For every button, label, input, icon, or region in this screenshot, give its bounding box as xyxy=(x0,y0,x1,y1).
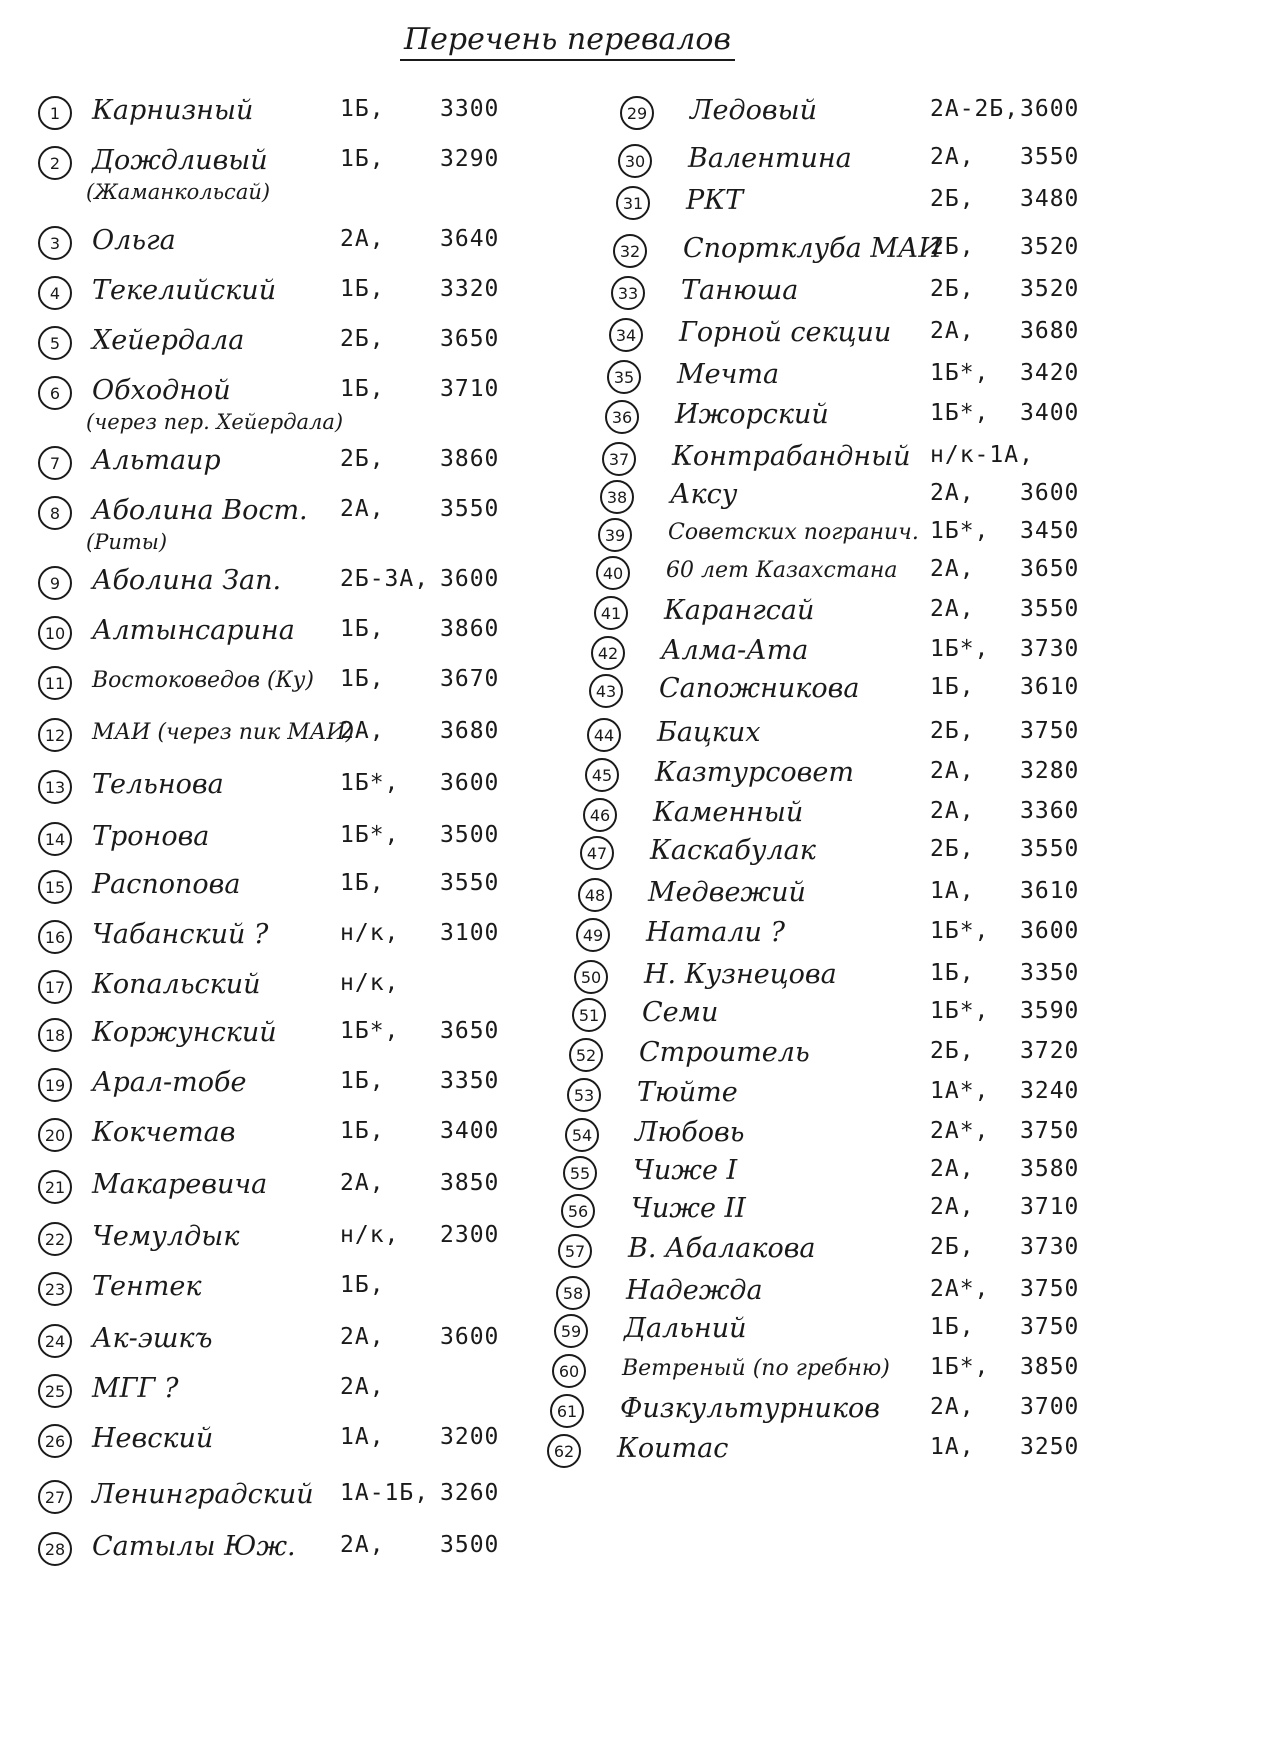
pass-altitude: 3290 xyxy=(440,146,500,172)
pass-number: 29 xyxy=(620,96,654,130)
pass-altitude: 3700 xyxy=(1020,1394,1080,1420)
pass-name: Коитас xyxy=(617,1433,729,1464)
pass-altitude: 3580 xyxy=(1020,1156,1080,1182)
pass-grade: 2Б, xyxy=(340,446,385,472)
pass-name: Макаревича xyxy=(92,1169,268,1200)
pass-name: Тюйте xyxy=(637,1077,738,1108)
pass-altitude: 3600 xyxy=(440,566,500,592)
pass-altitude: 3480 xyxy=(1020,186,1080,212)
pass-altitude: 3600 xyxy=(1020,480,1080,506)
pass-grade: 1Б, xyxy=(340,146,385,172)
pass-grade: 1А, xyxy=(340,1424,385,1450)
pass-name: Ветреный (по гребню) xyxy=(622,1356,890,1381)
pass-name: Аболина Вост. xyxy=(92,495,308,526)
pass-name: Карнизный xyxy=(92,95,254,126)
pass-altitude: 3520 xyxy=(1020,234,1080,260)
pass-number: 11 xyxy=(38,666,72,700)
pass-name: Сатылы Юж. xyxy=(92,1531,296,1562)
pass-altitude: 3400 xyxy=(1020,400,1080,426)
pass-name: Востоковедов (Ку) xyxy=(92,668,314,693)
pass-grade: 1Б, xyxy=(930,960,975,986)
pass-number: 5 xyxy=(38,326,72,360)
pass-altitude: 3350 xyxy=(440,1068,500,1094)
pass-grade: 1Б, xyxy=(930,674,975,700)
pass-altitude: 3450 xyxy=(1020,518,1080,544)
pass-entry xyxy=(0,182,1265,228)
pass-name: Сапожникова xyxy=(659,673,860,704)
pass-altitude: 3680 xyxy=(1020,318,1080,344)
pass-grade: 2А, xyxy=(340,496,385,522)
pass-number: 55 xyxy=(563,1156,597,1190)
pass-number: 37 xyxy=(602,442,636,476)
pass-name: Чемулдык xyxy=(92,1221,240,1252)
pass-grade: 1Б, xyxy=(340,96,385,122)
pass-altitude: 3860 xyxy=(440,616,500,642)
pass-grade: 2А, xyxy=(930,798,975,824)
pass-grade: 2А, xyxy=(340,718,385,744)
pass-number: 54 xyxy=(565,1118,599,1152)
pass-altitude: 3600 xyxy=(440,1324,500,1350)
pass-number: 13 xyxy=(38,770,72,804)
pass-name: РКТ xyxy=(686,185,744,216)
pass-grade: 2А*, xyxy=(930,1118,990,1144)
pass-number: 38 xyxy=(600,480,634,514)
pass-altitude: 3420 xyxy=(1020,360,1080,386)
pass-name: Аболина Зап. xyxy=(92,565,282,596)
pass-name: Физкультурников xyxy=(620,1393,881,1424)
pass-name: Дальний xyxy=(624,1313,747,1344)
pass-number: 15 xyxy=(38,870,72,904)
pass-number: 14 xyxy=(38,822,72,856)
page-title: Перечень перевалов xyxy=(400,22,735,61)
pass-name: Алма-Ата xyxy=(661,635,809,666)
pass-altitude: 3500 xyxy=(440,1532,500,1558)
pass-number: 27 xyxy=(38,1480,72,1514)
pass-grade: 1Б, xyxy=(340,1068,385,1094)
pass-name: Дождливый xyxy=(92,145,268,176)
pass-grade: 2А, xyxy=(930,1394,975,1420)
pass-grade: 2Б, xyxy=(930,234,975,260)
pass-number: 18 xyxy=(38,1018,72,1052)
pass-altitude: 3850 xyxy=(440,1170,500,1196)
pass-entry xyxy=(0,314,1265,360)
pass-grade: 2А, xyxy=(930,596,975,622)
pass-name: Бацких xyxy=(657,717,761,748)
pass-grade: 2Б-3А, xyxy=(340,566,430,592)
pass-altitude: 3750 xyxy=(1020,1276,1080,1302)
pass-grade: 1Б*, xyxy=(930,400,990,426)
pass-grade: 1Б, xyxy=(340,1272,385,1298)
pass-altitude: 3710 xyxy=(1020,1194,1080,1220)
pass-grade: 1Б, xyxy=(340,276,385,302)
pass-name: Тронова xyxy=(92,821,210,852)
pass-grade: 2Б, xyxy=(930,1038,975,1064)
pass-name: Обходной xyxy=(92,375,231,406)
pass-number: 20 xyxy=(38,1118,72,1152)
pass-number: 17 xyxy=(38,970,72,1004)
pass-entry xyxy=(0,140,1265,186)
pass-number: 30 xyxy=(618,144,652,178)
pass-grade: н/к, xyxy=(340,1222,400,1248)
pass-number: 10 xyxy=(38,616,72,650)
pass-altitude: 3600 xyxy=(1020,918,1080,944)
pass-name: МГГ ? xyxy=(92,1373,179,1404)
pass-name: МАИ (через пик МАИ) xyxy=(92,720,355,745)
pass-grade: 2А, xyxy=(930,144,975,170)
pass-altitude: 3550 xyxy=(1020,596,1080,622)
pass-altitude: 3400 xyxy=(440,1118,500,1144)
pass-altitude: 3520 xyxy=(1020,276,1080,302)
pass-altitude: 3550 xyxy=(1020,144,1080,170)
pass-altitude: 3640 xyxy=(440,226,500,252)
pass-name: Казтурсовет xyxy=(655,757,854,788)
pass-name: Семи xyxy=(642,997,719,1028)
pass-name: Арал-тобе xyxy=(92,1067,247,1098)
pass-grade: 1А, xyxy=(930,1434,975,1460)
pass-number: 16 xyxy=(38,920,72,954)
pass-number: 24 xyxy=(38,1324,72,1358)
pass-number: 12 xyxy=(38,718,72,752)
pass-grade: 2А-2Б, xyxy=(930,96,1020,122)
pass-grade: 1Б, xyxy=(340,616,385,642)
pass-entry xyxy=(0,1528,1265,1574)
pass-name: Невский xyxy=(92,1423,214,1454)
pass-altitude: 3750 xyxy=(1020,1118,1080,1144)
pass-altitude: 3850 xyxy=(1020,1354,1080,1380)
pass-altitude: 3350 xyxy=(1020,960,1080,986)
pass-grade: 2А, xyxy=(930,480,975,506)
pass-name: Надежда xyxy=(626,1275,763,1306)
pass-number: 53 xyxy=(567,1078,601,1112)
pass-entry xyxy=(0,914,1265,960)
pass-grade: 2А, xyxy=(340,1374,385,1400)
pass-altitude: 3280 xyxy=(1020,758,1080,784)
pass-grade: 2Б, xyxy=(930,1234,975,1260)
pass-number: 2 xyxy=(38,146,72,180)
pass-number: 58 xyxy=(556,1276,590,1310)
pass-name: Горной секции xyxy=(679,317,892,348)
pass-name: Хейердала xyxy=(92,325,245,356)
pass-grade: н/к, xyxy=(340,970,400,996)
pass-name: Каскабулак xyxy=(650,835,816,866)
pass-name: Валентина xyxy=(688,143,852,174)
pass-altitude: 3750 xyxy=(1020,718,1080,744)
pass-altitude: 2300 xyxy=(440,1222,500,1248)
pass-grade: 2А, xyxy=(340,226,385,252)
pass-number: 4 xyxy=(38,276,72,310)
pass-grade: 2А*, xyxy=(930,1276,990,1302)
pass-number: 34 xyxy=(609,318,643,352)
pass-altitude: 3550 xyxy=(440,496,500,522)
pass-name: Тельнова xyxy=(92,769,224,800)
pass-number: 22 xyxy=(38,1222,72,1256)
pass-altitude: 3260 xyxy=(440,1480,500,1506)
pass-number: 45 xyxy=(585,758,619,792)
pass-name: Контрабандный xyxy=(672,441,911,472)
pass-number: 25 xyxy=(38,1374,72,1408)
pass-entry xyxy=(0,1230,1265,1276)
pass-name: Аксу xyxy=(670,479,738,510)
pass-altitude: 3860 xyxy=(440,446,500,472)
pass-grade: 2Б, xyxy=(930,186,975,212)
pass-altitude: 3300 xyxy=(440,96,500,122)
pass-name: Тентек xyxy=(92,1271,202,1302)
pass-altitude: 3360 xyxy=(1020,798,1080,824)
pass-number: 7 xyxy=(38,446,72,480)
pass-number: 49 xyxy=(576,918,610,952)
pass-grade: 2Б, xyxy=(930,836,975,862)
pass-number: 61 xyxy=(550,1394,584,1428)
pass-altitude: 3590 xyxy=(1020,998,1080,1024)
pass-name: Альтаир xyxy=(92,445,221,476)
pass-number: 52 xyxy=(569,1038,603,1072)
pass-grade: 1Б*, xyxy=(340,1018,400,1044)
pass-grade: 2А, xyxy=(930,318,975,344)
pass-altitude: 3600 xyxy=(440,770,500,796)
pass-name: Чабанский ? xyxy=(92,919,269,950)
pass-number: 32 xyxy=(613,234,647,268)
pass-number: 9 xyxy=(38,566,72,600)
pass-entry xyxy=(0,272,1265,318)
pass-number: 31 xyxy=(616,186,650,220)
pass-name: Любовь xyxy=(635,1117,745,1148)
pass-grade: 2А, xyxy=(930,1194,975,1220)
pass-name: Ольга xyxy=(92,225,176,256)
pass-entry xyxy=(0,1476,1265,1522)
pass-number: 48 xyxy=(578,878,612,912)
pass-grade: 2Б, xyxy=(340,326,385,352)
pass-entry xyxy=(0,832,1265,878)
pass-number: 36 xyxy=(605,400,639,434)
pass-altitude: 3500 xyxy=(440,822,500,848)
pass-name: Медвежий xyxy=(648,877,806,908)
pass-number: 19 xyxy=(38,1068,72,1102)
pass-name: Н. Кузнецова xyxy=(644,959,837,990)
pass-grade: 2Б, xyxy=(930,718,975,744)
pass-grade: 1А-1Б, xyxy=(340,1480,430,1506)
pass-entry xyxy=(0,670,1265,716)
pass-name: Спортклуба МАИ xyxy=(683,233,942,264)
pass-name: Советских погранич. xyxy=(668,520,919,545)
pass-grade: 1А*, xyxy=(930,1078,990,1104)
pass-name: В. Абалакова xyxy=(628,1233,816,1264)
pass-number: 59 xyxy=(554,1314,588,1348)
pass-name-note: (Риты) xyxy=(86,530,168,554)
pass-altitude: 3720 xyxy=(1020,1038,1080,1064)
pass-number: 1 xyxy=(38,96,72,130)
pass-altitude: 3710 xyxy=(440,376,500,402)
pass-number: 3 xyxy=(38,226,72,260)
pass-number: 33 xyxy=(611,276,645,310)
pass-grade: 1Б*, xyxy=(930,518,990,544)
pass-altitude: 3730 xyxy=(1020,1234,1080,1260)
pass-entry xyxy=(0,396,1265,442)
pass-grade: 1Б, xyxy=(930,1314,975,1340)
pass-grade: н/к, xyxy=(340,920,400,946)
pass-grade: 1Б*, xyxy=(930,998,990,1024)
pass-name: Строитель xyxy=(639,1037,810,1068)
pass-grade: 2А, xyxy=(340,1170,385,1196)
pass-grade: 2А, xyxy=(930,556,975,582)
pass-number: 21 xyxy=(38,1170,72,1204)
pass-altitude: 3200 xyxy=(440,1424,500,1450)
pass-number: 23 xyxy=(38,1272,72,1306)
pass-altitude: 3240 xyxy=(1020,1078,1080,1104)
pass-number: 6 xyxy=(38,376,72,410)
pass-name: Карангсай xyxy=(664,595,815,626)
pass-grade: 2А, xyxy=(930,1156,975,1182)
pass-name: Каменный xyxy=(653,797,804,828)
pass-number: 57 xyxy=(558,1234,592,1268)
pass-number: 44 xyxy=(587,718,621,752)
pass-entry xyxy=(0,1430,1265,1476)
pass-number: 46 xyxy=(583,798,617,832)
pass-altitude: 3650 xyxy=(440,326,500,352)
pass-number: 26 xyxy=(38,1424,72,1458)
pass-name: Ледовый xyxy=(690,95,817,126)
pass-altitude: 3680 xyxy=(440,718,500,744)
pass-altitude: 3550 xyxy=(440,870,500,896)
pass-number: 62 xyxy=(547,1434,581,1468)
pass-grade: 1Б, xyxy=(340,376,385,402)
pass-number: 42 xyxy=(591,636,625,670)
pass-grade: 1А, xyxy=(930,878,975,904)
pass-grade: 2А, xyxy=(930,758,975,784)
pass-altitude: 3550 xyxy=(1020,836,1080,862)
pass-number: 51 xyxy=(572,998,606,1032)
pass-name: Ижорский xyxy=(675,399,829,430)
pass-name: Копальский xyxy=(92,969,261,1000)
pass-grade: 1Б, xyxy=(340,870,385,896)
pass-name: Кокчетав xyxy=(92,1117,236,1148)
pass-grade: 1Б*, xyxy=(930,636,990,662)
pass-altitude: 3650 xyxy=(440,1018,500,1044)
pass-name: Танюша xyxy=(681,275,799,306)
pass-name: Распопова xyxy=(92,869,241,900)
pass-number: 35 xyxy=(607,360,641,394)
pass-grade: 1Б, xyxy=(340,666,385,692)
pass-entry xyxy=(0,92,1265,138)
pass-grade: н/к-1А, xyxy=(930,442,1034,468)
pass-grade: 1Б*, xyxy=(930,918,990,944)
pass-number: 41 xyxy=(594,596,628,630)
pass-grade: 2Б, xyxy=(930,276,975,302)
pass-name: Мечта xyxy=(677,359,780,390)
pass-entry xyxy=(0,230,1265,276)
pass-number: 56 xyxy=(561,1194,595,1228)
pass-name-note: (через пер. Хейердала) xyxy=(86,410,344,434)
pass-altitude: 3250 xyxy=(1020,1434,1080,1460)
pass-name: Текелийский xyxy=(92,275,277,306)
pass-altitude: 3730 xyxy=(1020,636,1080,662)
pass-number: 28 xyxy=(38,1532,72,1566)
pass-name: Ленинградский xyxy=(92,1479,314,1510)
pass-number: 40 xyxy=(596,556,630,590)
pass-number: 50 xyxy=(574,960,608,994)
pass-number: 43 xyxy=(589,674,623,708)
pass-name: 60 лет Казахстана xyxy=(666,558,898,583)
pass-grade: 1Б, xyxy=(340,1118,385,1144)
pass-grade: 1Б*, xyxy=(340,822,400,848)
pass-altitude: 3320 xyxy=(440,276,500,302)
pass-name: Чиже II xyxy=(631,1193,746,1224)
pass-name: Натали ? xyxy=(646,917,785,948)
pass-altitude: 3610 xyxy=(1020,878,1080,904)
pass-grade: 1Б*, xyxy=(340,770,400,796)
pass-name: Алтынсарина xyxy=(92,615,295,646)
pass-number: 8 xyxy=(38,496,72,530)
pass-grade: 2А, xyxy=(340,1532,385,1558)
pass-number: 39 xyxy=(598,518,632,552)
pass-altitude: 3650 xyxy=(1020,556,1080,582)
pass-number: 47 xyxy=(580,836,614,870)
pass-altitude: 3670 xyxy=(440,666,500,692)
pass-grade: 1Б*, xyxy=(930,360,990,386)
pass-altitude: 3100 xyxy=(440,920,500,946)
pass-name: Коржунский xyxy=(92,1017,277,1048)
pass-grade: 2А, xyxy=(340,1324,385,1350)
pass-name: Чиже I xyxy=(633,1155,738,1186)
pass-altitude: 3750 xyxy=(1020,1314,1080,1340)
pass-name-note: (Жаманкольсай) xyxy=(86,180,271,204)
pass-number: 60 xyxy=(552,1354,586,1388)
pass-grade: 1Б*, xyxy=(930,1354,990,1380)
pass-name: Ак-эшкъ xyxy=(92,1323,213,1354)
pass-altitude: 3600 xyxy=(1020,96,1080,122)
pass-altitude: 3610 xyxy=(1020,674,1080,700)
